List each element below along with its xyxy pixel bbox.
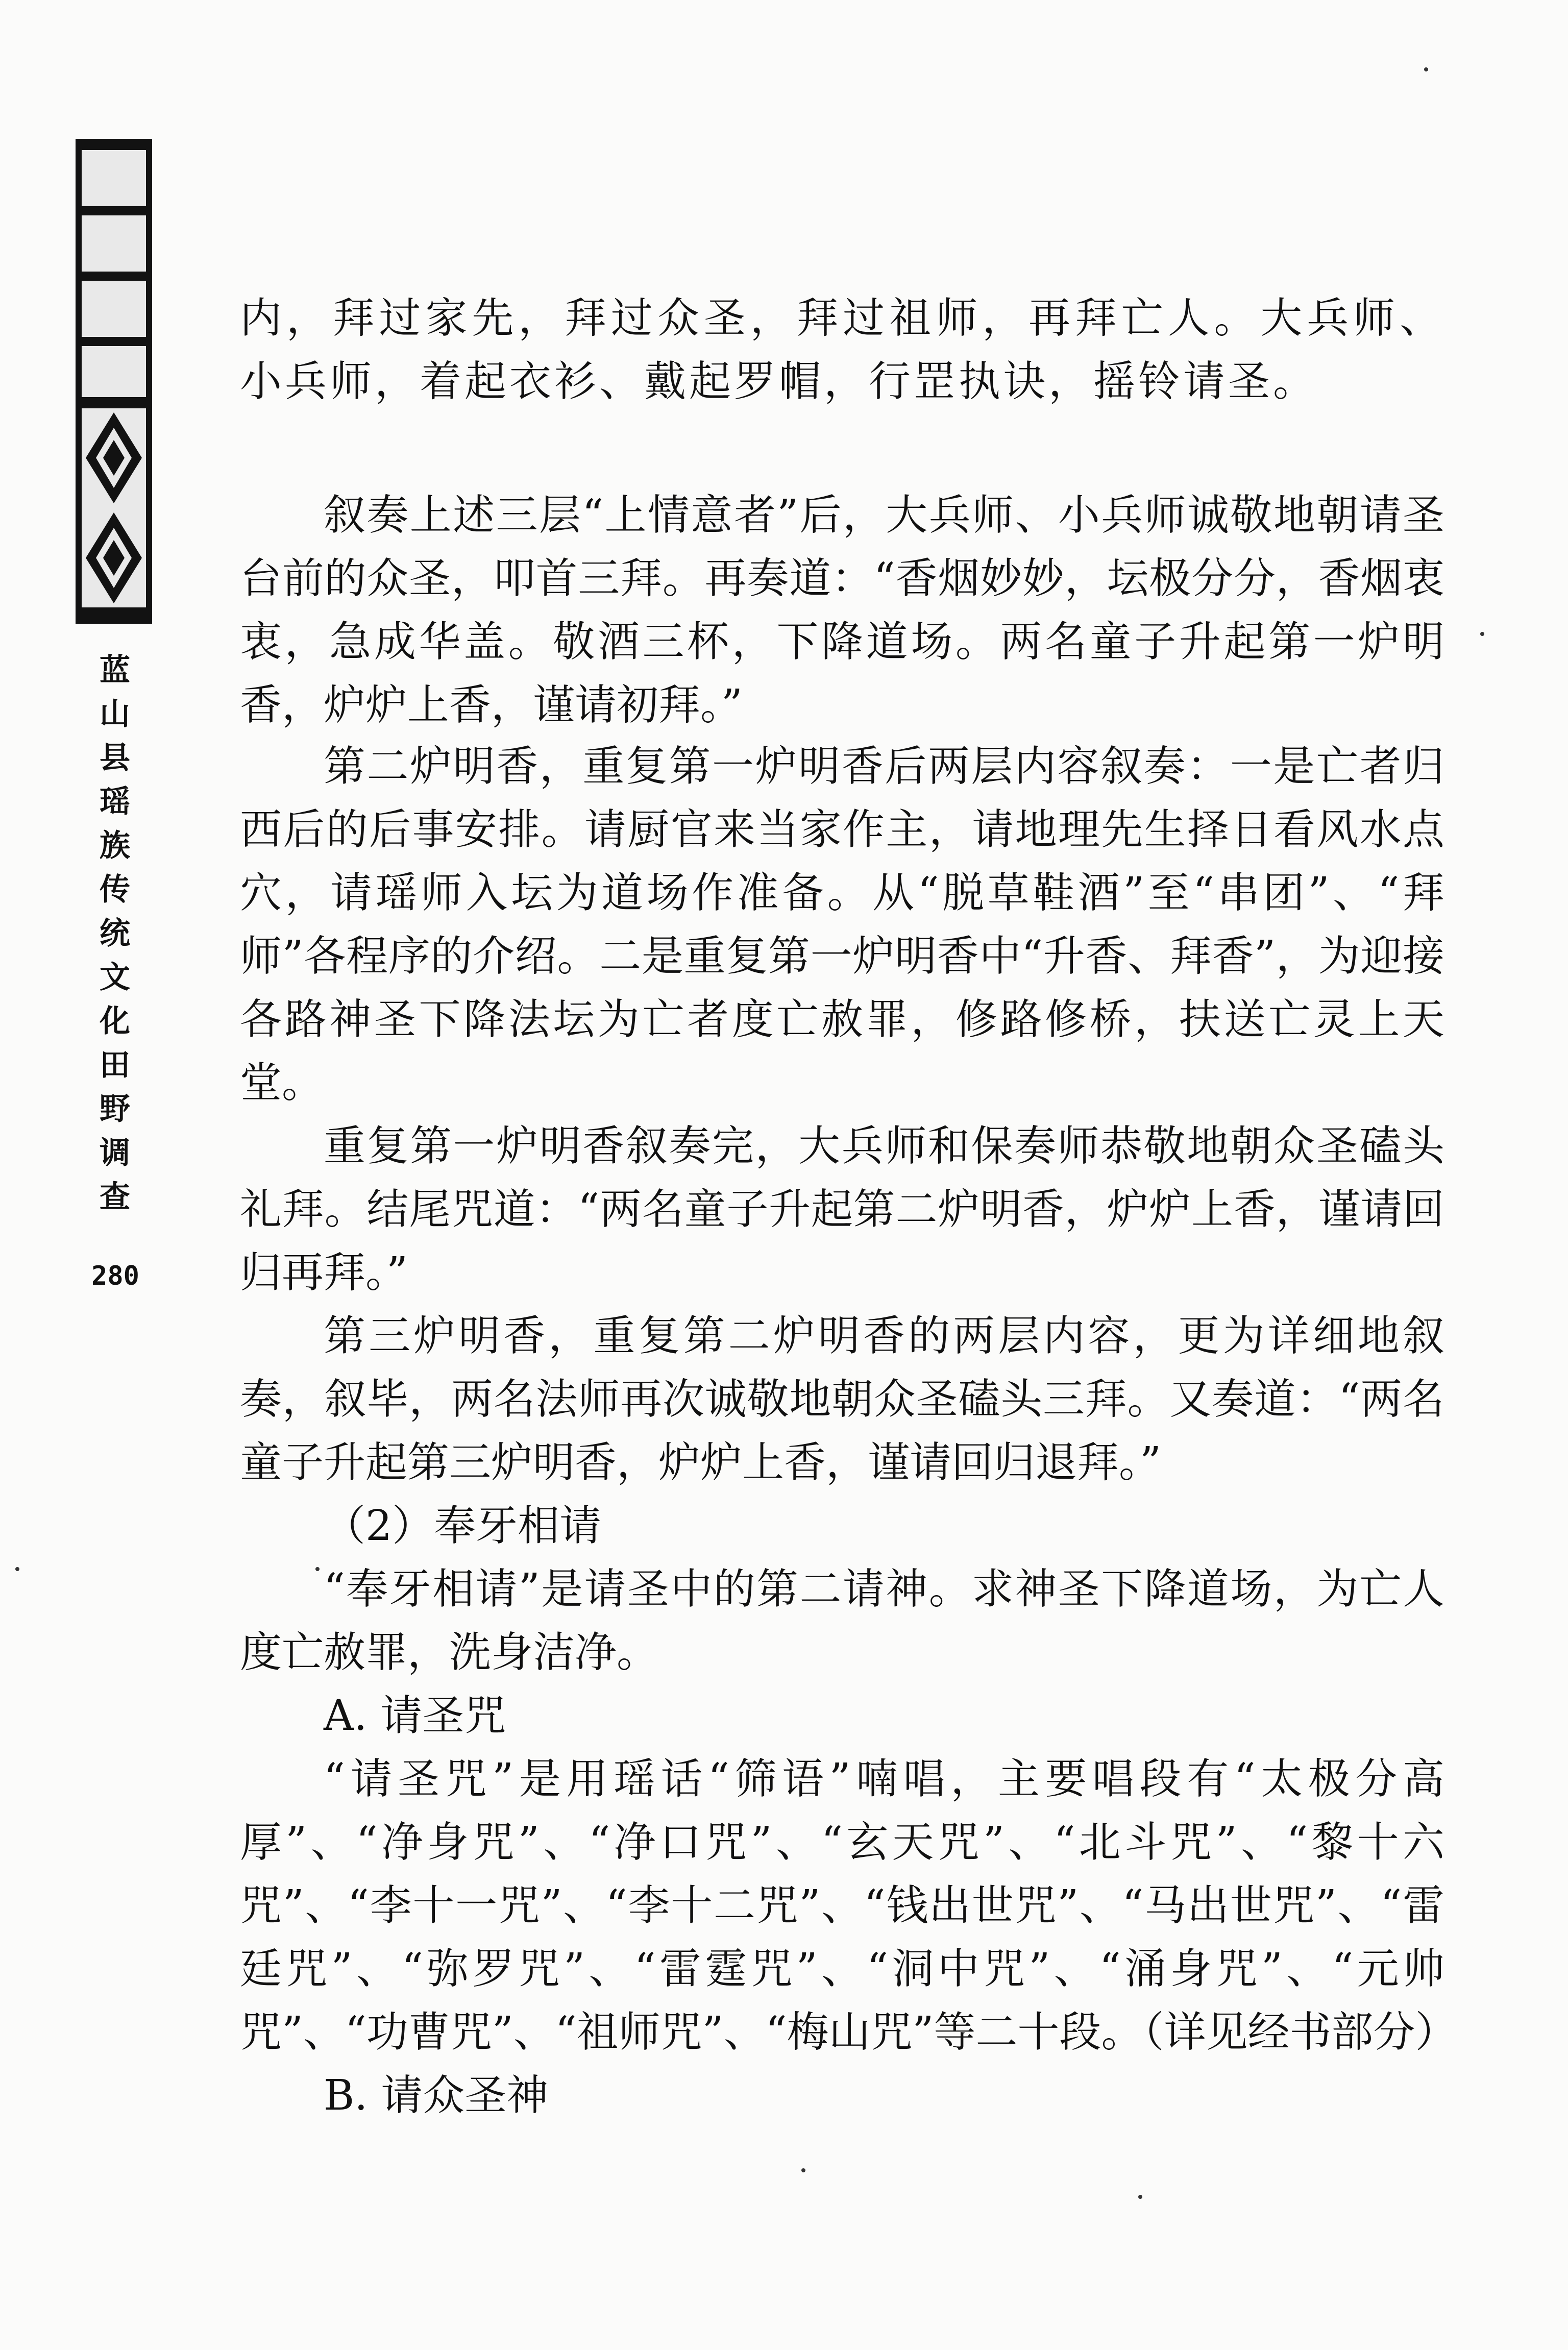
book-title-char: 化	[100, 1003, 130, 1039]
book-title-char: 瑶	[100, 784, 130, 820]
page-number: 280	[91, 1261, 139, 1291]
banner-pattern-block	[82, 281, 146, 337]
scan-speck	[315, 1567, 320, 1571]
book-title-char: 县	[100, 740, 130, 776]
book-title-char: 蓝	[100, 652, 130, 688]
paragraph: 内，拜过家先，拜过众圣，拜过祖师，再拜亡人。大兵师、小兵师，着起衣衫、戴起罗帽，行罡执诀，摇铃请圣。	[240, 294, 1444, 406]
diamond-pattern-icon	[82, 408, 146, 607]
scan-speck	[15, 1567, 19, 1571]
section-heading: （2）奉牙相请	[324, 1502, 602, 1550]
paragraph: 重复第一炉明香叙奏完，大兵师和保奏师恭敬地朝众圣磕头礼拜。结尾咒道：“两名童子升起第二炉明香，炉炉上香，谨请回归再拜。”	[240, 1122, 1444, 1297]
book-title-char: 田	[100, 1047, 130, 1083]
banner-pattern-block	[82, 215, 146, 272]
book-title-char: 文	[100, 960, 130, 995]
paragraph: 第三炉明香，重复第二炉明香的两层内容，更为详细地叙奏，叙毕，两名法师再次诚敬地朝众圣磕头三拜。又奏道：“两名童子升起第三炉明香，炉炉上香，谨请回归退拜。”	[240, 1312, 1444, 1487]
scan-speck	[801, 2168, 805, 2172]
book-title-char: 野	[100, 1091, 130, 1127]
book-title-char: 调	[100, 1135, 130, 1171]
book-title-char: 统	[100, 916, 130, 951]
subsection-heading: B. 请众圣神	[324, 2071, 549, 2120]
paragraph: “奉牙相请”是请圣中的第二请神。求神圣下降道场，为亡人度亡赦罪，洗身洁净。	[240, 1565, 1444, 1677]
subsection-heading: A. 请圣咒	[324, 1692, 506, 1740]
paragraph: 第二炉明香，重复第一炉明香后两层内容叙奏：一是亡者归西后的后事安排。请厨官来当家作主，请地理先生择日看风水点穴，请瑶师入坛为道场作准备。从“脱草鞋酒”至“串团”、“拜师”各程序的介绍。二是重复第一炉明香中“升香、拜香”，为迎接各路神圣下降法坛为亡者度亡赦罪，修路修桥，扶送亡灵上天堂。	[240, 742, 1444, 1107]
decorative-banner	[76, 139, 152, 624]
book-title-char: 传	[100, 872, 130, 908]
book-title-char: 族	[100, 828, 130, 864]
book-title-vertical	[87, 648, 143, 1219]
book-title-char: 查	[100, 1179, 130, 1215]
banner-pattern-block	[82, 346, 146, 397]
book-title-char: 山	[100, 696, 130, 732]
paragraph: 叙奏上述三层“上情意者”后，大兵师、小兵师诚敬地朝请圣台前的众圣，叩首三拜。再奏道：“香烟妙妙，坛极分分，香烟衷衷，急成华盖。敬酒三杯，下降道场。两名童子升起第一炉明香，炉炉上香，谨请初拜。”	[240, 491, 1444, 729]
scan-speck	[1138, 2195, 1142, 2199]
paragraph: “请圣咒”是用瑶话“筛语”喃唱，主要唱段有“太极分高厚”、“净身咒”、“净口咒”、“玄天咒”、“北斗咒”、“黎十六咒”、“李十一咒”、“李十二咒”、“钱出世咒”、“马出世咒”、“雷廷咒”、“弥罗咒”、“雷霆咒”、“洞中咒”、“涌身咒”、“元帅咒”、“功曹咒”、“祖师咒”、“梅山咒”等二十段。（详见经书部分）	[240, 1755, 1457, 2057]
scan-speck	[1424, 67, 1428, 71]
banner-pattern-block	[82, 150, 146, 206]
scan-speck	[1480, 632, 1484, 636]
